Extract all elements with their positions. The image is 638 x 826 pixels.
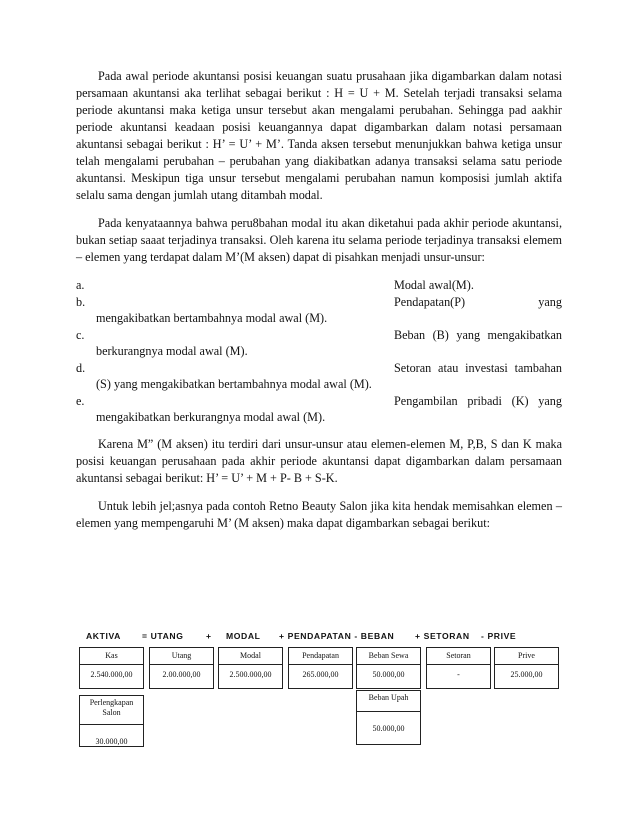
list-marker: c. <box>76 327 85 342</box>
account-value: 50.000,00 <box>372 724 405 733</box>
list-marker: e. <box>76 393 85 408</box>
document-body <box>76 68 562 543</box>
account-value: 2.500.000,00 <box>229 670 272 679</box>
element-list <box>76 277 562 426</box>
list-item-continuation: (S) yang mengakibatkan bertambahnya modal awal (M). <box>96 377 372 391</box>
list-item-text: Pendapatan(P) yang <box>394 294 562 309</box>
paragraph-4: Untuk lebih jel;asnya pada contoh Retno Beauty Salon jika kita hendak memisahkan elemen – elemen yang mempengaruhi M’ (M aksen) maka dapat digambarkan sebagai berikut: <box>76 498 562 530</box>
account-label: Pendapatan <box>289 648 352 665</box>
account-label: Modal <box>219 648 282 665</box>
account-value: 50.000,00 <box>372 670 405 679</box>
equation-aktiva: AKTIVA <box>86 631 121 641</box>
paragraph-2: Pada kenyataannya bahwa peru8bahan modal itu akan diketahui pada akhir periode akuntansi, bukan setiap saaat terjadinya transaksi. Oleh karena itu selama periode terjadinya transaksi elemem – elemen yang terdapat dalam M’(M aksen) dapat di pisahkan menjadi unsur-unsur: <box>76 216 562 264</box>
list-item <box>76 360 562 393</box>
list-marker: a. <box>76 278 85 292</box>
equation-prive: - PRIVE <box>481 631 517 641</box>
equation-pendapatan-beban: + PENDAPATAN - BEBAN <box>279 631 395 641</box>
list-item <box>76 393 562 426</box>
account-label: Utang <box>150 648 213 665</box>
list-item-text: Setoran atau investasi tambahan <box>394 360 562 375</box>
list-item <box>76 327 562 360</box>
account-label: Beban Sewa <box>357 648 420 665</box>
account-value: 30.000,00 <box>95 737 128 746</box>
account-value: 265.000,00 <box>302 670 339 679</box>
equation-utang: = UTANG <box>142 631 184 641</box>
list-marker: d. <box>76 360 86 375</box>
list-item-text: Beban (B) yang mengakibatkan <box>394 327 562 342</box>
account-label: Prive <box>495 648 558 665</box>
account-box-modal <box>218 647 283 689</box>
account-value: 2.540.000,00 <box>90 670 133 679</box>
list-item <box>76 294 562 327</box>
account-box-beban-upah <box>356 690 421 745</box>
account-value: 2.00.000,00 <box>162 670 201 679</box>
account-box-setoran <box>426 647 491 689</box>
account-box-kas <box>79 647 144 689</box>
account-box-perlengkapan-salon <box>79 695 144 747</box>
list-marker: b. <box>76 294 86 309</box>
paragraph-3: Karena M” (M aksen) itu terdiri dari unsur-unsur atau elemen-elemen M, P,B, S dan K maka posisi keuangan perusahaan pada akhir periode akuntansi dapat digambarkan dalam persamaan akuntansi sebagai berikut: H’ = U’ + M + P- B + S-K. <box>76 436 562 485</box>
equation-modal: MODAL <box>226 631 261 641</box>
account-box-beban-sewa <box>356 647 421 689</box>
paragraph-1: Pada awal periode akuntansi posisi keuangan suatu prusahaan jika digambarkan dalam notasi persamaan akuntansi aka terlihat sebagai berikut : H = U + M. Setelah terjadi transaksi selama periode akuntansi maka ketiga unsur tersebut akan mengalami perubahan. Sehingga pad aakhir periode akuntansi keadaan posisi keuangannya dapat digambarkan dalam notasi persamaan akuntansi sebagai berikut : H’ = U’ + M’. Tanda aksen tersebut menunjukkan bahwa ketiga unsur telah mengalami perubahan – perubahan yang diakibatkan adanya transaksi selama satu periode akuntansi. Meskipun tiga unsur tersebut mengalami perubahan namun komposisi jumlah aktifa selalu sama dengan jumlah utang ditambah modal. <box>76 69 562 202</box>
list-item-continuation: mengakibatkan berkurangnya modal awal (M). <box>96 410 326 424</box>
equation-plus: + <box>206 631 212 641</box>
list-item-continuation: berkurangnya modal awal (M). <box>96 344 248 358</box>
account-box-pendapatan <box>288 647 353 689</box>
equation-setoran: + SETORAN <box>415 631 470 641</box>
accounting-equation-diagram <box>76 631 566 746</box>
list-item-continuation: mengakibatkan bertambahnya modal awal (M). <box>96 311 328 325</box>
account-label: Kas <box>80 648 143 665</box>
account-label: Perlengkapan Salon <box>80 696 143 725</box>
account-value: 25.000,00 <box>510 670 543 679</box>
account-label: Beban Upah <box>357 691 420 712</box>
equation-header <box>76 631 566 645</box>
account-value: - <box>457 670 460 679</box>
account-label: Setoran <box>427 648 490 665</box>
account-box-prive <box>494 647 559 689</box>
list-item-text: Pengambilan pribadi (K) yang <box>394 393 562 408</box>
list-item <box>76 277 562 294</box>
account-box-utang <box>149 647 214 689</box>
list-item-text: Modal awal(M). <box>394 278 474 292</box>
